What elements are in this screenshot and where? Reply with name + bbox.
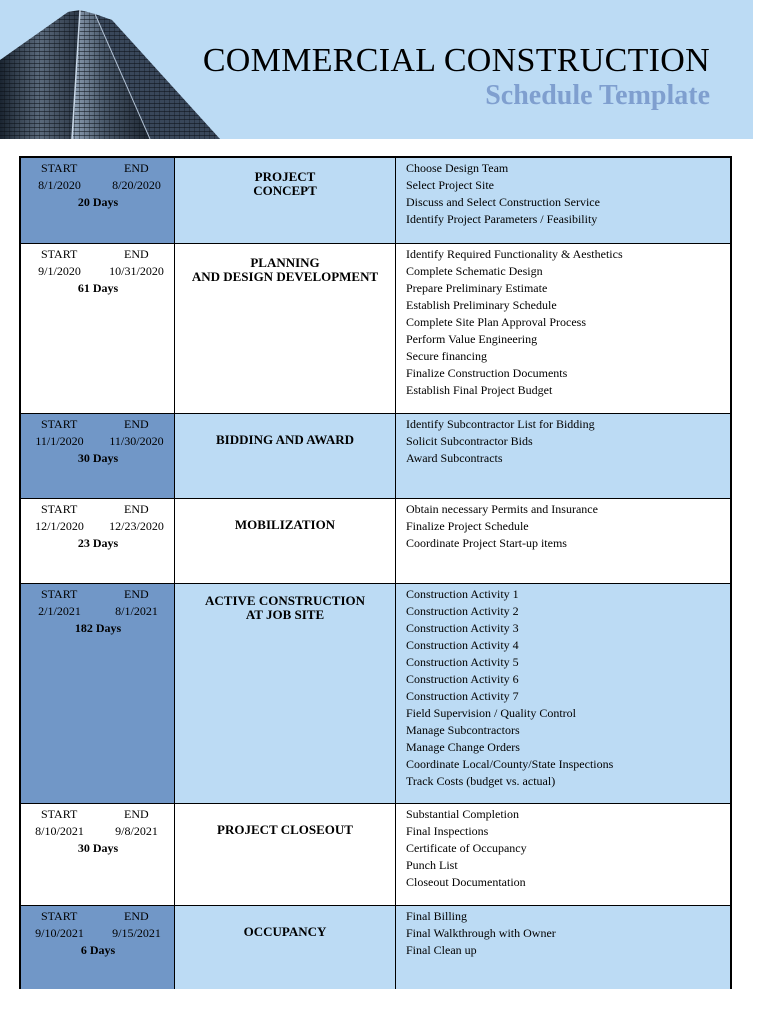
start-date: 2/1/2021: [38, 604, 81, 618]
phase-cell: [175, 414, 396, 498]
phase-name: PLANNING AND DESIGN DEVELOPMENT: [191, 255, 379, 284]
duration: 30 Days: [77, 841, 119, 855]
task-item: Final Billing: [406, 909, 468, 923]
task-item: Obtain necessary Permits and Insurance: [406, 502, 598, 516]
end-label: END: [124, 807, 149, 821]
task-list: [396, 499, 730, 552]
phase-row: [21, 803, 730, 905]
dates-cell: [21, 906, 175, 989]
task-item: Field Supervision / Quality Control: [406, 706, 576, 720]
phase-cell: [175, 906, 396, 989]
phase-name: PROJECT CLOSEOUT: [217, 822, 353, 837]
duration: 23 Days: [77, 536, 119, 550]
end-date: 8/20/2020: [112, 178, 161, 192]
task-item: Identify Subcontractor List for Bidding: [406, 417, 595, 431]
duration: 20 Days: [77, 195, 119, 209]
task-list: [396, 906, 730, 959]
dates-cell: [21, 499, 175, 583]
start-date: 12/1/2020: [35, 519, 84, 533]
task-item: Final Walkthrough with Owner: [406, 926, 556, 940]
phase-name: OCCUPANCY: [243, 924, 327, 939]
start-date: 11/1/2020: [35, 434, 84, 448]
end-date: 11/30/2020: [109, 434, 164, 448]
task-list: [396, 414, 730, 467]
phase-row: [21, 905, 730, 989]
task-item: Construction Activity 2: [406, 604, 519, 618]
task-item: Secure financing: [406, 349, 487, 363]
phase-row: [21, 498, 730, 583]
end-label: END: [124, 587, 149, 601]
task-list: [396, 158, 730, 228]
task-item: Final Inspections: [406, 824, 489, 838]
phase-name: MOBILIZATION: [234, 517, 336, 532]
task-item: Finalize Construction Documents: [406, 366, 568, 380]
task-item: Construction Activity 6: [406, 672, 519, 686]
end-date: 9/15/2021: [112, 926, 161, 940]
task-item: Substantial Completion: [406, 807, 519, 821]
task-list: [396, 584, 730, 790]
end-date: 10/31/2020: [109, 264, 164, 278]
tasks-cell: [396, 158, 730, 243]
end-date: 12/23/2020: [109, 519, 164, 533]
header-banner: [0, 0, 753, 139]
task-item: Choose Design Team: [406, 161, 509, 175]
dates-cell: [21, 804, 175, 905]
task-item: Coordinate Local/County/State Inspections: [406, 757, 614, 771]
start-date: 8/1/2020: [38, 178, 81, 192]
phase-cell: [175, 244, 396, 413]
tasks-cell: [396, 244, 730, 413]
task-item: Select Project Site: [406, 178, 494, 192]
document-subtitle: Schedule Template: [485, 80, 710, 111]
document-title: COMMERCIAL CONSTRUCTION: [202, 42, 710, 79]
dates-cell: [21, 158, 175, 243]
task-item: Award Subcontracts: [406, 451, 503, 465]
start-label: START: [41, 587, 78, 601]
end-date: 8/1/2021: [115, 604, 158, 618]
task-item: Establish Preliminary Schedule: [406, 298, 557, 312]
task-item: Solicit Subcontractor Bids: [406, 434, 533, 448]
task-item: Final Clean up: [406, 943, 477, 957]
task-item: Complete Site Plan Approval Process: [406, 315, 586, 329]
phase-row: [21, 158, 730, 243]
task-item: Certificate of Occupancy: [406, 841, 527, 855]
task-item: Construction Activity 1: [406, 587, 519, 601]
task-list: [396, 244, 730, 399]
phase-name: ACTIVE CONSTRUCTION AT JOB SITE: [205, 593, 365, 622]
phase-name: PROJECT CONCEPT: [253, 169, 317, 198]
task-item: Closeout Documentation: [406, 875, 526, 889]
schedule-table: [19, 156, 732, 989]
dates-cell: [21, 414, 175, 498]
phase-row: [21, 243, 730, 413]
end-date: 9/8/2021: [115, 824, 158, 838]
end-label: END: [124, 247, 149, 261]
task-list: [396, 804, 730, 891]
duration: 182 Days: [74, 621, 122, 635]
task-item: Coordinate Project Start-up items: [406, 536, 567, 550]
tasks-cell: [396, 584, 730, 803]
task-item: Manage Subcontractors: [406, 723, 520, 737]
task-item: Construction Activity 5: [406, 655, 519, 669]
task-item: Finalize Project Schedule: [406, 519, 529, 533]
task-item: Establish Final Project Budget: [406, 383, 553, 397]
task-item: Track Costs (budget vs. actual): [406, 774, 556, 788]
start-label: START: [41, 161, 78, 175]
phase-cell: [175, 499, 396, 583]
task-item: Construction Activity 3: [406, 621, 519, 635]
end-label: END: [124, 161, 149, 175]
dates-cell: [21, 584, 175, 803]
duration: 30 Days: [77, 451, 119, 465]
tasks-cell: [396, 499, 730, 583]
task-item: Prepare Preliminary Estimate: [406, 281, 548, 295]
phase-cell: [175, 804, 396, 905]
start-label: START: [41, 502, 78, 516]
start-label: START: [41, 417, 78, 431]
phase-row: [21, 413, 730, 498]
task-item: Identify Required Functionality & Aesthetics: [406, 247, 623, 261]
duration: 61 Days: [77, 281, 119, 295]
dates-cell: [21, 244, 175, 413]
start-label: START: [41, 909, 78, 923]
end-label: END: [124, 417, 149, 431]
tasks-cell: [396, 804, 730, 905]
end-label: END: [124, 502, 149, 516]
duration: 6 Days: [80, 943, 116, 957]
task-item: Identify Project Parameters / Feasibility: [406, 212, 598, 226]
phase-name: BIDDING AND AWARD: [216, 432, 354, 447]
task-item: Manage Change Orders: [406, 740, 520, 754]
start-date: 9/1/2020: [38, 264, 81, 278]
phase-cell: [175, 158, 396, 243]
task-item: Complete Schematic Design: [406, 264, 543, 278]
phase-row: [21, 583, 730, 803]
start-date: 9/10/2021: [35, 926, 84, 940]
task-item: Construction Activity 7: [406, 689, 519, 703]
task-item: Perform Value Engineering: [406, 332, 538, 346]
start-label: START: [41, 247, 78, 261]
tasks-cell: [396, 906, 730, 989]
task-item: Punch List: [406, 858, 458, 872]
tasks-cell: [396, 414, 730, 498]
start-date: 8/10/2021: [35, 824, 84, 838]
task-item: Discuss and Select Construction Service: [406, 195, 600, 209]
start-label: START: [41, 807, 78, 821]
end-label: END: [124, 909, 149, 923]
phase-cell: [175, 584, 396, 803]
task-item: Construction Activity 4: [406, 638, 519, 652]
